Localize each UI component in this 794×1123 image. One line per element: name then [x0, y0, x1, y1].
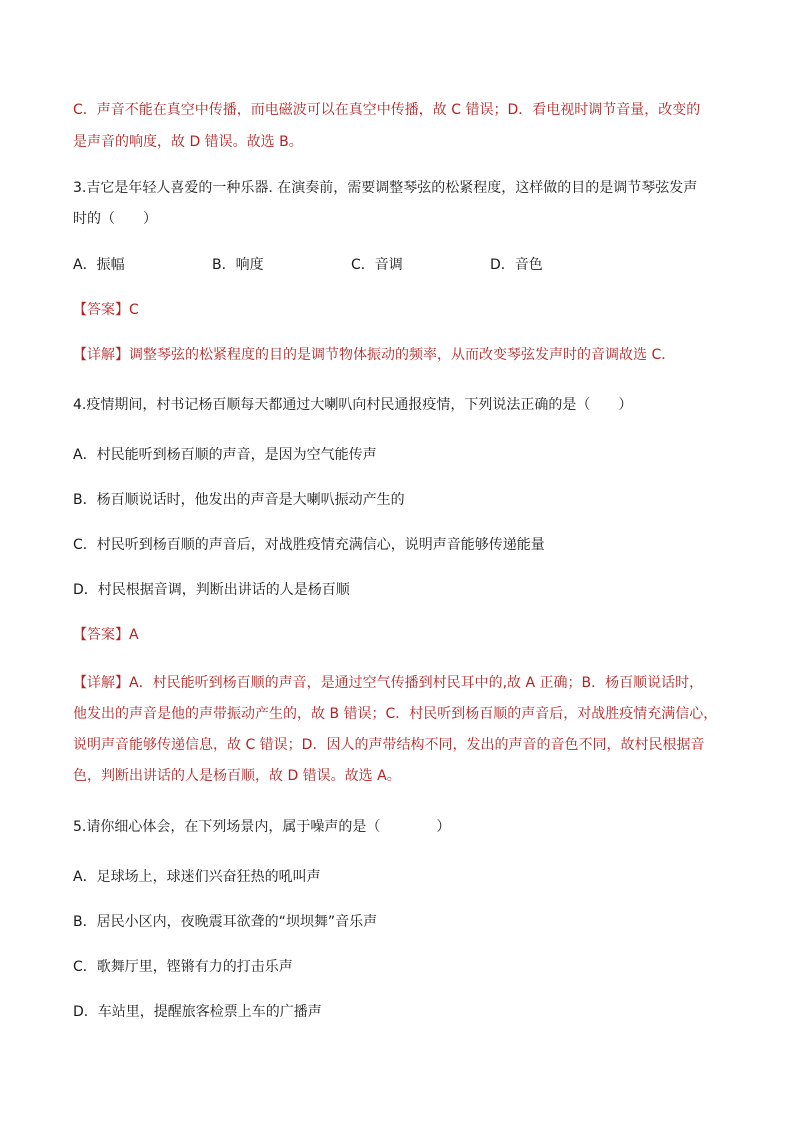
question-4-explanation-line-3: 说明声音能够传递信息，故 C 错误；D．因人的声带结构不同，发出的声音的音色不同，故村民根据音 — [73, 737, 705, 753]
question-4-option-a: A．村民能听到杨百顺的声音，是因为空气能传声 — [73, 447, 377, 463]
question-3-option-c: C．音调 — [351, 257, 403, 273]
question-3-stem-line-2: 时的（ ） — [73, 211, 157, 227]
question-3-option-b: B．响度 — [212, 257, 264, 273]
question-3-explanation: 【详解】调整琴弦的松紧程度的目的是调节物体振动的频率，从而改变琴弦发声时的音调故选 C． — [73, 347, 676, 363]
question-5-option-d: D．车站里，提醒旅客检票上车的广播声 — [73, 1004, 322, 1020]
question-3-stem-line-1: 3.吉它是年轻人喜爱的一种乐器. 在演奏前，需要调整琴弦的松紧程度，这样做的目的是调节琴弦发声 — [73, 180, 698, 196]
question-3-answer: 【答案】C — [73, 302, 139, 318]
question-5-option-b: B．居民小区内，夜晚震耳欲聋的“坝坝舞”音乐声 — [73, 914, 378, 930]
question-4-explanation-line-4: 色，判断出讲话的人是杨百顺，故 D 错误。故选 A。 — [73, 768, 401, 784]
prev-explanation-line-1: C．声音不能在真空中传播，而电磁波可以在真空中传播，故 C 错误；D．看电视时调节音量，改变的 — [73, 102, 701, 118]
question-4-stem: 4.疫情期间，村书记杨百顺每天都通过大喇叭向村民通报疫情，下列说法正确的是（ ） — [73, 397, 633, 413]
question-3-option-d: D．音色 — [490, 257, 543, 273]
question-4-answer: 【答案】A — [73, 627, 139, 643]
question-5-option-a: A．足球场上，球迷们兴奋狂热的吼叫声 — [73, 869, 321, 885]
question-4-option-d: D．村民根据音调，判断出讲话的人是杨百顺 — [73, 582, 350, 598]
question-4-explanation-line-2: 他发出的声音是他的声带振动产生的，故 B 错误；C．村民听到杨百顺的声音后，对战胜疫情充满信心， — [73, 706, 718, 722]
question-4-option-c: C．村民听到杨百顺的声音后，对战胜疫情充满信心，说明声音能够传递能量 — [73, 537, 545, 553]
question-5-stem: 5.请你细心体会，在下列场景内，属于噪声的是（ ） — [73, 819, 451, 835]
prev-explanation-line-2: 是声音的响度，故 D 错误。故选 B。 — [73, 134, 303, 150]
question-4-option-b: B．杨百顺说话时，他发出的声音是大喇叭振动产生的 — [73, 492, 405, 508]
question-3-option-a: A．振幅 — [73, 257, 125, 273]
question-3-options — [73, 255, 543, 275]
question-5-option-c: C．歌舞厅里，铿锵有力的打击乐声 — [73, 959, 293, 975]
question-4-explanation-line-1: 【详解】A．村民能听到杨百顺的声音，是通过空气传播到村民耳中的,故 A 正确；B．杨百顺说话时， — [73, 675, 704, 691]
